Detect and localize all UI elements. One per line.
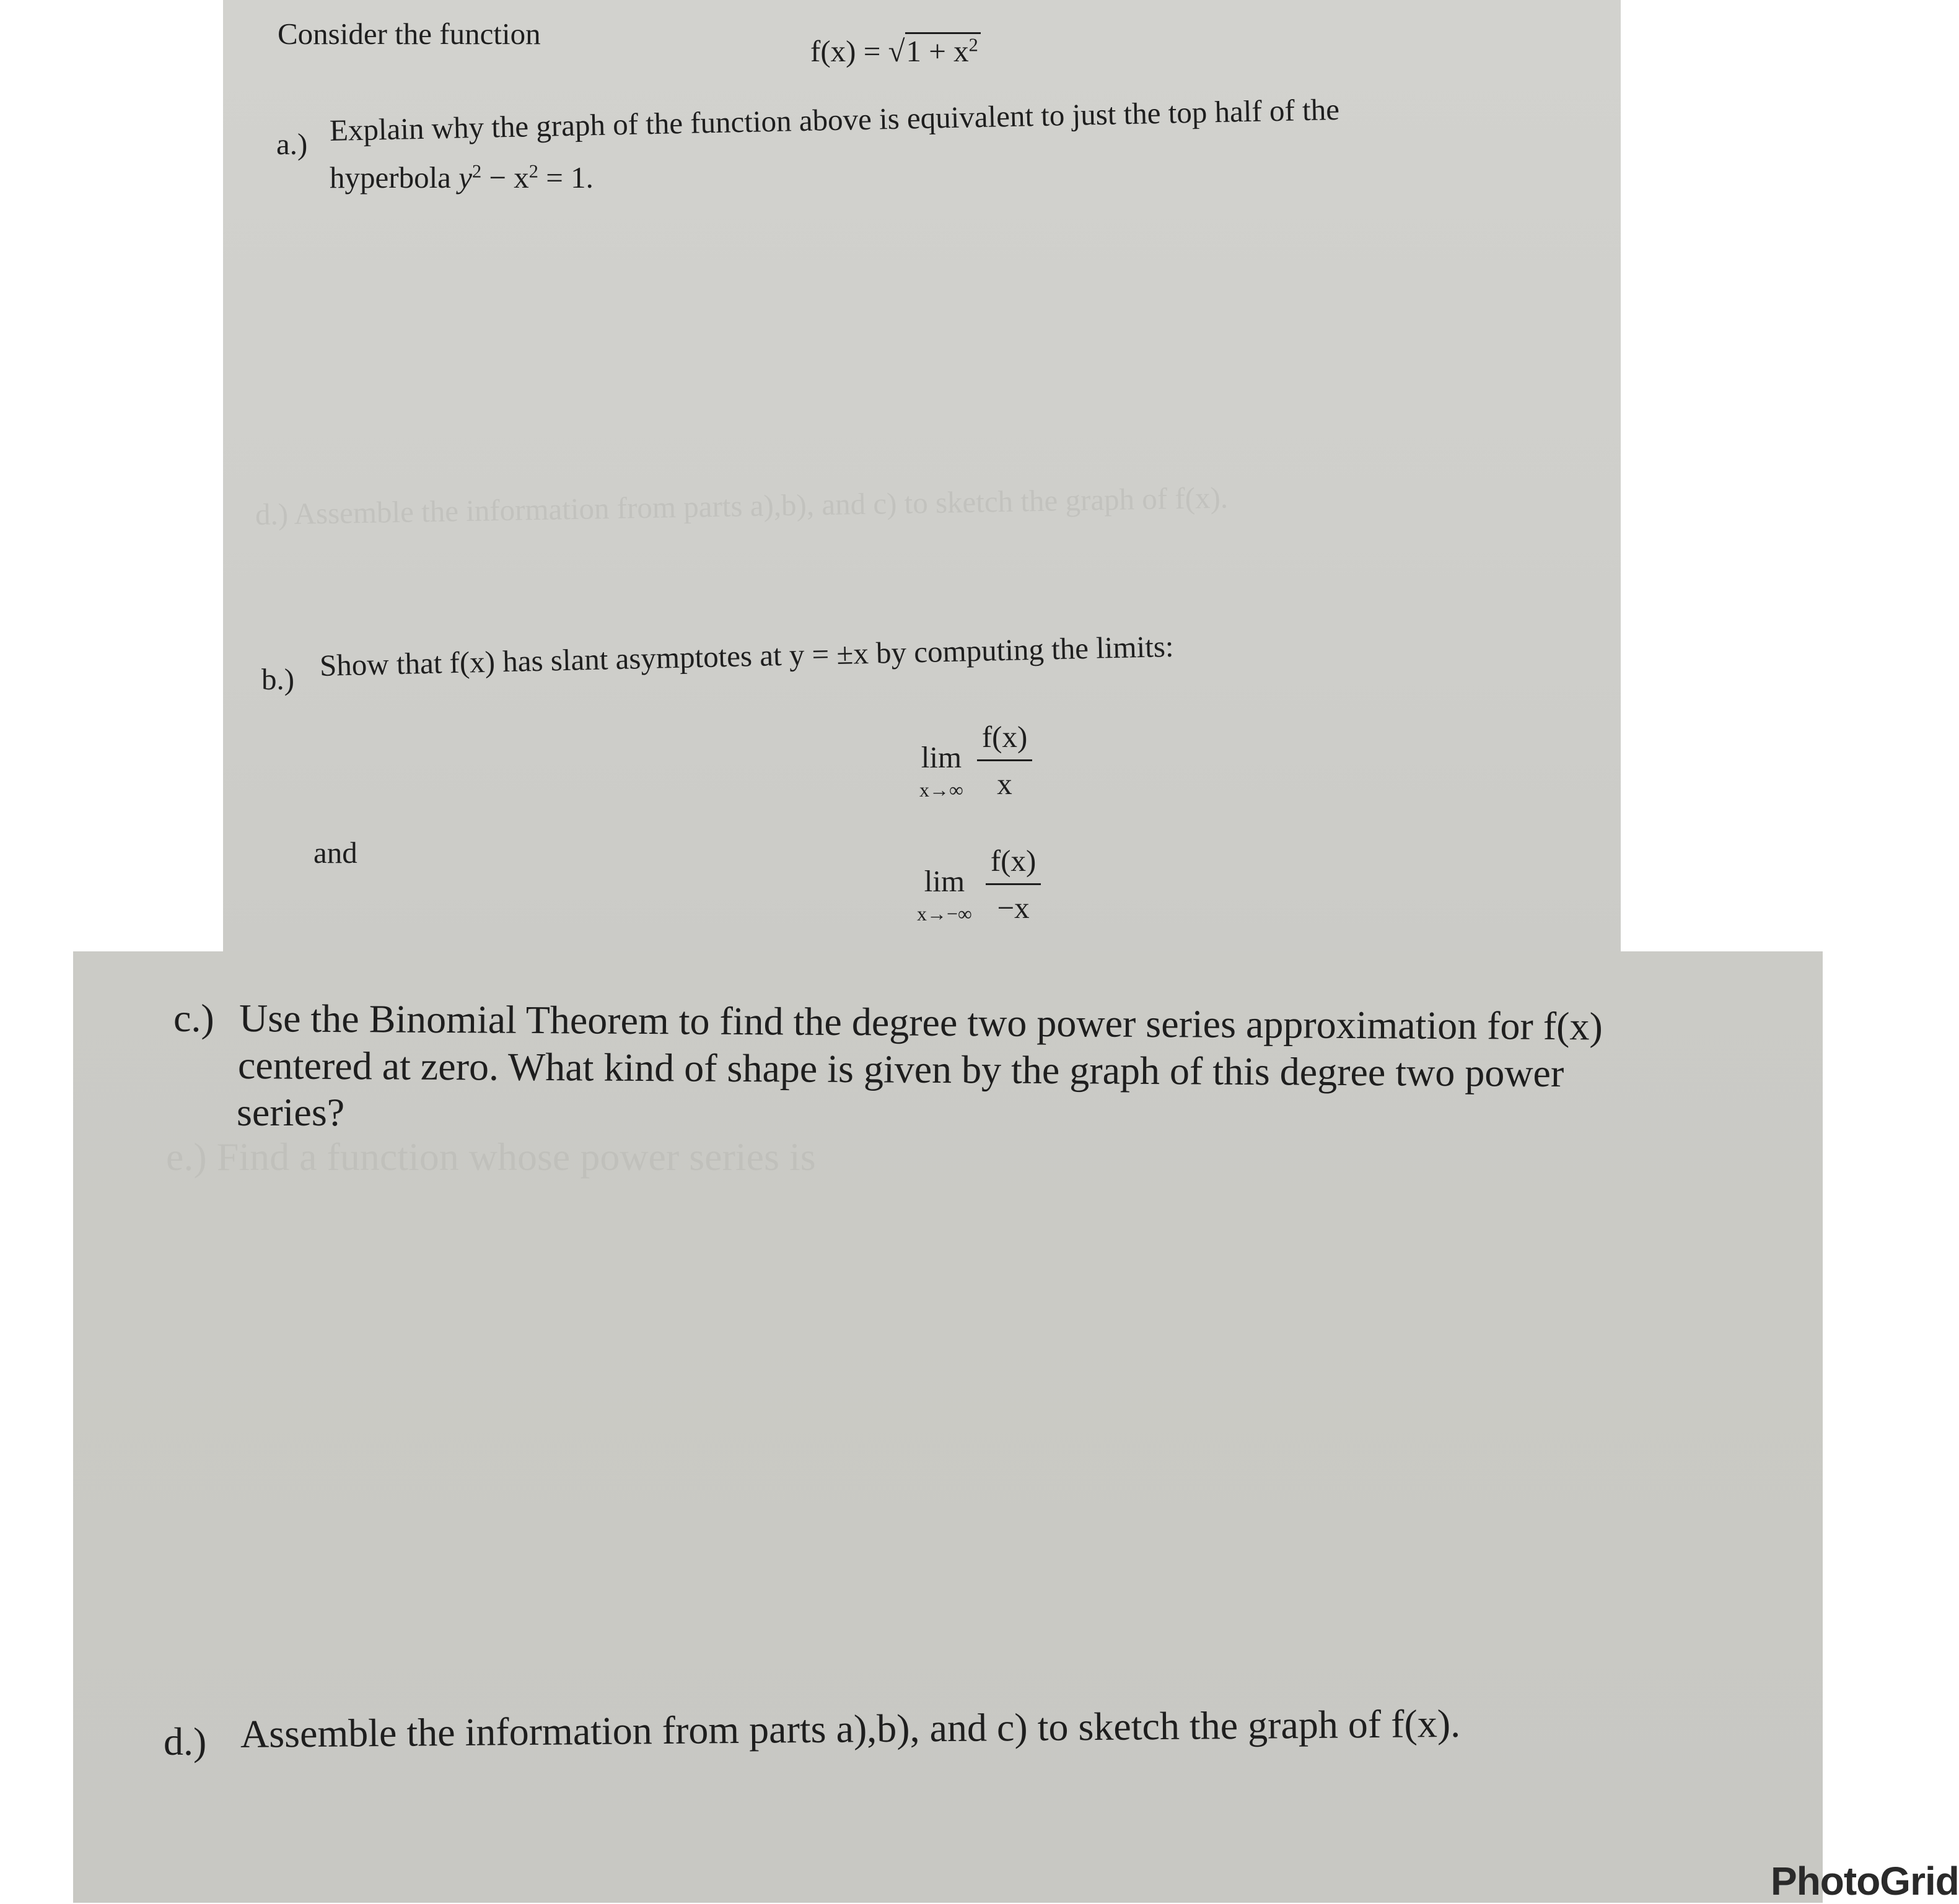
part-a-line2: hyperbola $y^2 - x^2 = 1$. <box>330 160 594 194</box>
function-exponent: 2 <box>968 34 978 56</box>
function-lhs: f(x) = <box>810 34 888 68</box>
photogrid-watermark: PhotoGrid <box>1771 1859 1959 1903</box>
sqrt-symbol: √ <box>888 34 905 68</box>
intro-text: Consider the function <box>278 17 541 51</box>
limit-positive-infinity: lim x→∞ $\frac{f(x)}{x}$ <box>919 718 1032 801</box>
part-a-label: a.) <box>276 127 308 161</box>
function-definition <box>810 36 981 66</box>
limit-negative-infinity: lim x→−∞ $\frac{f(x)}{-x}$ <box>917 842 1041 925</box>
bleed-through-text: e.) Find a function whose power series is <box>166 1135 816 1179</box>
part-b-label: b.) <box>261 662 295 696</box>
part-b-text: Show that f(x) has slant asymptotes at y = ±x by computing the limits: <box>319 629 1175 683</box>
worksheet-bottom-photo <box>73 951 1823 1903</box>
part-d-text: Assemble the information from parts a),b), and c) to sketch the graph of f(x). <box>240 1701 1461 1756</box>
part-c-label: c.) <box>173 996 214 1040</box>
part-a-line1: Explain why the graph of the function above is equivalent to just the top half of the <box>329 92 1340 147</box>
worksheet-top-photo <box>223 0 1621 951</box>
and-text: and <box>313 836 357 870</box>
part-d-label: d.) <box>164 1719 207 1763</box>
bleed-through-text: d.) Assemble the information from parts a),b), and c) to sketch the graph of f(x). <box>255 480 1229 531</box>
part-c-line1: Use the Binomial Theorem to find the degree two power series approximation for f(x) <box>239 996 1603 1049</box>
part-c-line3: series? <box>237 1090 345 1134</box>
function-radicand: 1 + x <box>906 34 969 68</box>
part-c-line2: centered at zero. What kind of shape is given by the graph of this degree two power <box>237 1043 1564 1096</box>
